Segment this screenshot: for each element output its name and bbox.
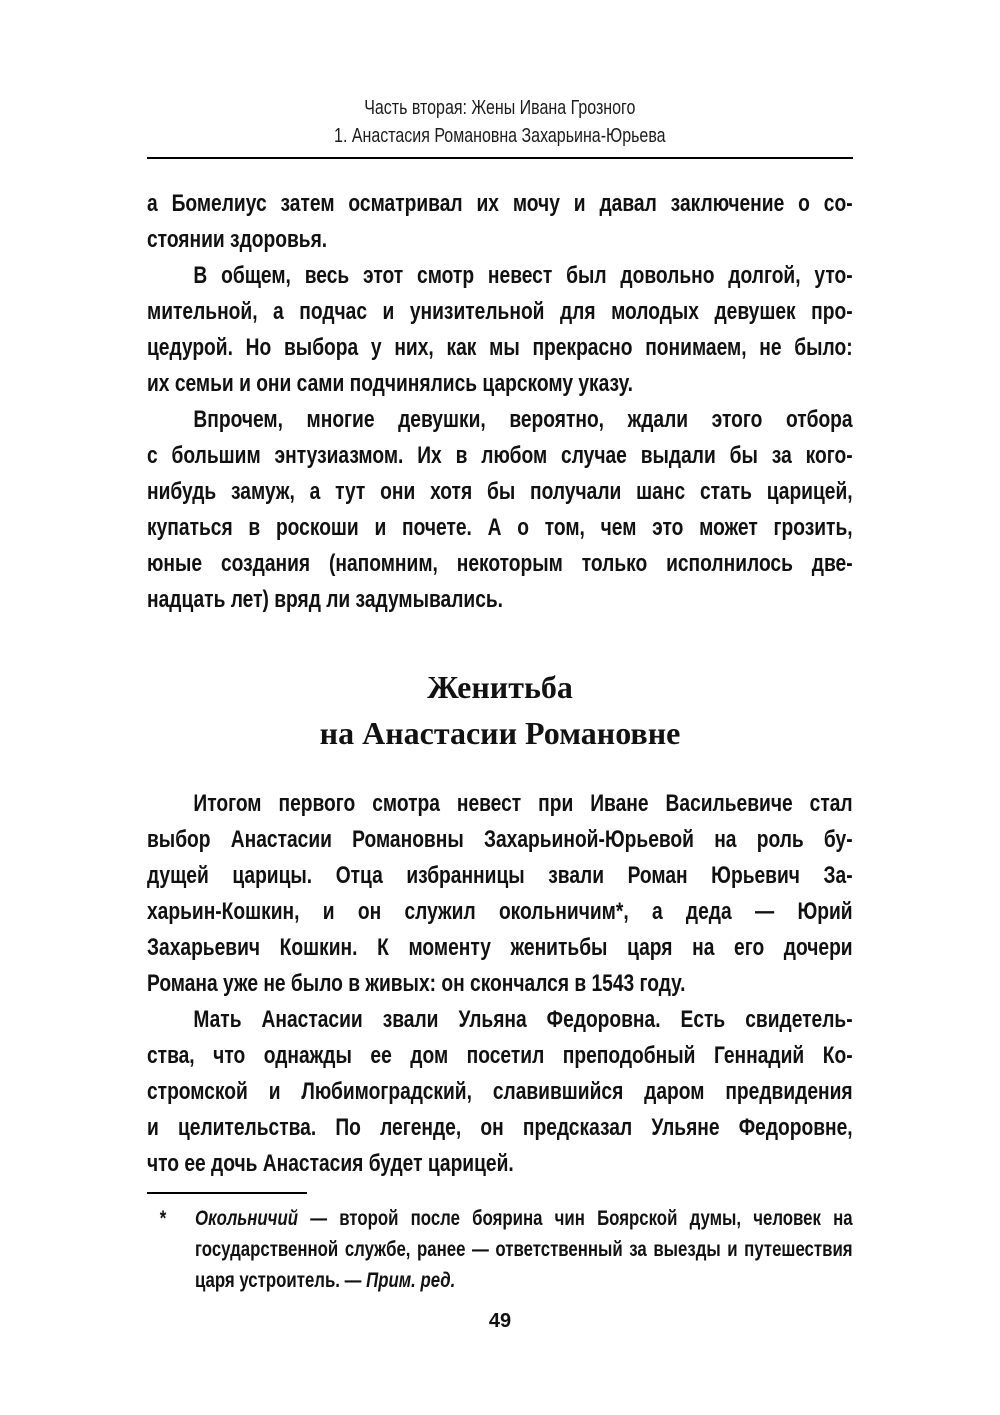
footnote-term: Окольничий bbox=[195, 1207, 298, 1230]
page-body bbox=[147, 186, 853, 1296]
text-line: нибудь замуж, а тут они хотя бы получали шанс стать царицей, bbox=[147, 478, 853, 505]
text-line: с большим энтузиазмом. Их в любом случае выдали бы за кого- bbox=[147, 442, 853, 469]
text-line: Итогом первого смотра невест при Иване Васильевиче стал bbox=[193, 790, 853, 817]
footnote-body bbox=[147, 1203, 853, 1296]
text-line: а Бомелиус затем осматривал их мочу и давал заключение о со- bbox=[147, 190, 853, 217]
top-paragraphs bbox=[147, 186, 853, 618]
text-line: ства, что однажды ее дом посетил преподобный Геннадий Ко- bbox=[147, 1042, 853, 1069]
paragraph bbox=[147, 786, 853, 1002]
footnote-divider bbox=[147, 1192, 307, 1194]
running-header-part-title: Часть вторая: Жены Ивана Грозного bbox=[364, 97, 636, 119]
text-line: Впрочем, многие девушки, вероятно, ждали этого отбора bbox=[193, 406, 853, 433]
text-line: Захарьевич Кошкин. К моменту женитьбы царя на его дочери bbox=[147, 934, 853, 961]
text-line: В общем, весь этот смотр невест был довольно долгой, уто- bbox=[193, 262, 853, 289]
section-heading bbox=[147, 664, 853, 756]
text-line: их семьи и они сами подчинялись царскому указу. bbox=[147, 370, 633, 397]
text-line: мительной, а подчас и унизительной для молодых девушек про- bbox=[147, 298, 853, 325]
page-footer bbox=[147, 1308, 853, 1334]
text-line: что ее дочь Анастасия будет царицей. bbox=[147, 1150, 514, 1177]
header-divider bbox=[147, 157, 853, 159]
text-line: надцать лет) вряд ли задумывались. bbox=[147, 586, 504, 613]
text-line: и целительства. По легенде, он предсказал Ульяне Федоровне, bbox=[147, 1114, 853, 1141]
text-line: харьин-Кошкин, и он служил окольничим*, а деда — Юрий bbox=[147, 898, 853, 925]
paragraph bbox=[147, 1002, 853, 1182]
footnote-definition: — второй после боярина чин Боярской думы, человек на государственной службе, ранее — ответственный за выезды и путешествия царя устроитель. — bbox=[195, 1207, 853, 1292]
running-header-chapter-title: 1. Анастасия Романовна Захарьина-Юрьева bbox=[334, 125, 666, 147]
footnote-text bbox=[195, 1203, 853, 1296]
text-line: Мать Анастасии звали Ульяна Федоровна. Есть свидетель- bbox=[193, 1006, 853, 1033]
running-header bbox=[147, 94, 853, 150]
page-header bbox=[147, 94, 853, 159]
footnote-marker: * bbox=[159, 1207, 167, 1230]
text-line: выбор Анастасии Романовны Захарьиной-Юрьевой на роль бу- bbox=[147, 826, 853, 853]
footnote bbox=[147, 1192, 853, 1296]
text-line: Романа уже не было в живых: он скончался в 1543 году. bbox=[147, 970, 686, 997]
text-line: стромской и Любимоградский, славившийся даром предвидения bbox=[147, 1078, 853, 1105]
text-line: цедурой. Но выбора у них, как мы прекрасно понимаем, не было: bbox=[147, 334, 853, 361]
paragraph bbox=[147, 402, 853, 618]
section-paragraphs bbox=[147, 786, 853, 1182]
paragraph bbox=[147, 258, 853, 402]
text-line: купаться в роскоши и почете. А о том, чем это может грозить, bbox=[147, 514, 853, 541]
paragraph bbox=[147, 186, 853, 258]
footnote-attribution: Прим. ред. bbox=[366, 1269, 456, 1292]
text-line: дущей царицы. Отца избранницы звали Роман Юрьевич За- bbox=[147, 862, 853, 889]
text-line: юные создания (напомним, некоторым только исполнилось две- bbox=[147, 550, 853, 577]
section-heading-line1: Женитьба bbox=[427, 669, 573, 705]
text-line: стоянии здоровья. bbox=[147, 226, 328, 253]
section-heading-line2: на Анастасии Романовне bbox=[319, 715, 681, 751]
page-number: 49 bbox=[488, 1310, 512, 1332]
